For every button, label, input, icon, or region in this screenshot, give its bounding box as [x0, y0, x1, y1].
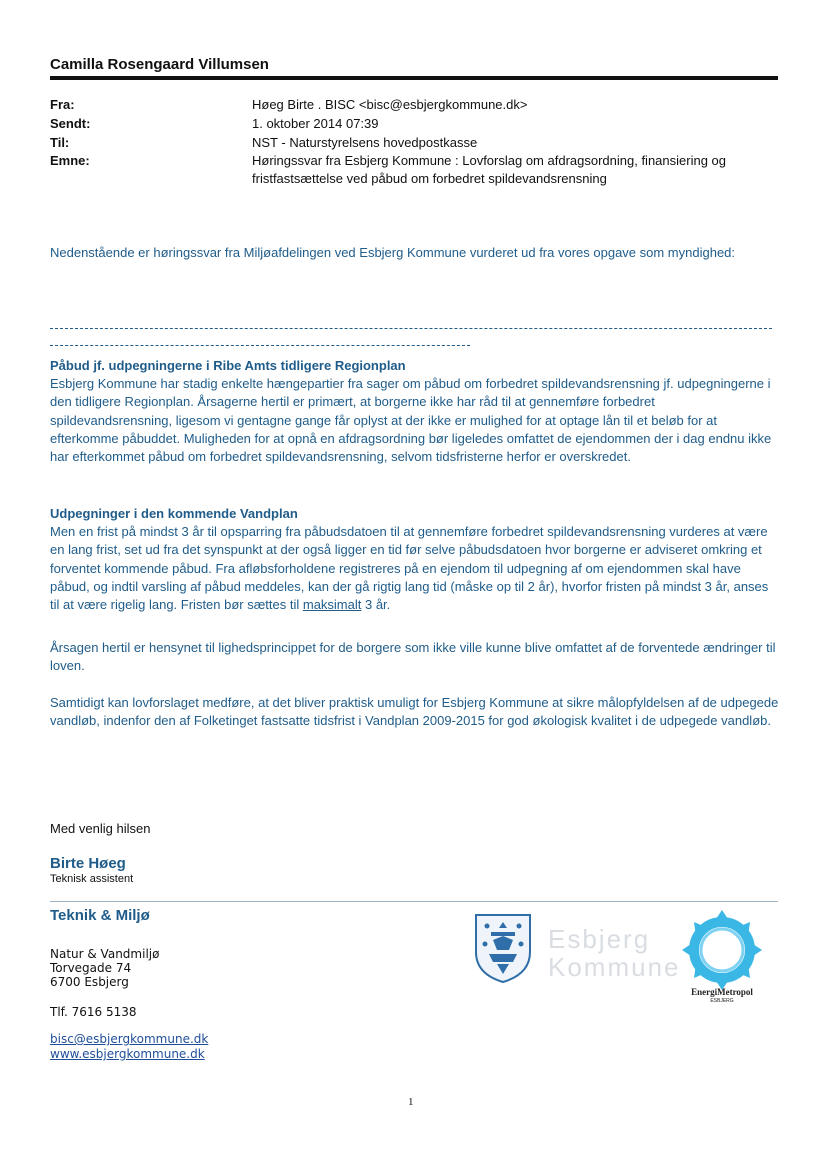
address-line: Natur & Vandmiljø — [50, 947, 160, 961]
section-title: Udpegninger i den kommende Vandplan — [50, 506, 298, 521]
to-value: NST - Naturstyrelsens hovedpostkasse — [252, 135, 478, 150]
header-rule — [50, 76, 778, 80]
address-line: 6700 Esbjerg — [50, 975, 129, 989]
department-name: Teknik & Miljø — [50, 907, 150, 924]
from-value: Høeg Birte . BISC <bisc@esbjergkommune.dk> — [252, 97, 528, 112]
subject-label: Emne: — [50, 153, 90, 168]
esbjerg-crest-icon — [473, 912, 533, 984]
energimetropol-logo-icon — [680, 908, 764, 992]
section-text-part: 3 år. — [361, 597, 391, 613]
energimetropol-subtitle: ESBJERG — [710, 998, 734, 1004]
website-link[interactable]: www.esbjergkommune.dk — [50, 1047, 205, 1061]
sent-value: 1. oktober 2014 07:39 — [252, 116, 379, 131]
address-line: Torvegade 74 — [50, 961, 132, 975]
paragraph-equality: Årsagen hertil er hensynet til lighedsprincippet for de borgere som ikke ville kunne blive omfattet af de forventede ændringer til loven. — [50, 640, 776, 674]
energimetropol-name: EnergiMetropol — [691, 987, 753, 997]
subject-value: Høringssvar fra Esbjerg Kommune : Lovforslag om afdragsordning, finansiering og fristfastsættelse ved påbud om forbedret spildevandsrensning — [252, 153, 727, 186]
intro-paragraph: Nedenstående er høringssvar fra Miljøafdelingen ved Esbjerg Kommune vurderet ud fra vores opgave som myndighed: — [50, 245, 736, 260]
section-title: Påbud jf. udpegningerne i Ribe Amts tidligere Regionplan — [50, 358, 406, 373]
page-number: 1 — [408, 1096, 414, 1108]
section-vandplan — [50, 505, 780, 614]
paragraph-consequence: Samtidigt kan lovforslaget medføre, at det bliver praktisk umuligt for Esbjerg Kommune at sikre målopfyldelsen af de udpegede vandløb, indenfor den af Folketinget fastsatte tidsfrist i Vandplan 2009-2015 for god økologisk kvalitet i de udpegede vandløb. — [50, 695, 779, 729]
email-link[interactable]: bisc@esbjergkommune.dk — [50, 1032, 209, 1046]
phone-number: Tlf. 7616 5138 — [50, 1005, 137, 1019]
to-label: Til: — [50, 135, 70, 150]
address-block — [50, 947, 159, 989]
esbjerg-kommune-logo — [548, 925, 681, 981]
section-text-part: Men en frist på mindst 3 år til opsparring fra påbudsdatoen til at gennemføre forbedret spildevandsrensning vurderes at være en lang frist, set ud fra det synspunkt at der også ligger en tid før selve påbudsdatoen hvor borgerne er adviseret omkring et forventet kommende påbud. Fra afløbsforholdene registreres på en ejendom til udpegning af om ejendommen skal have påbud, og indtil varsling af påbud meddeles, kan der gå rigtig lang tid (måske op til 2 år), hvorfor fristen på mindst 3 år, anses til at være rigelig lang. Fristen bør sættes til — [50, 524, 769, 613]
logo-text: Kommune — [548, 952, 681, 982]
separator-line — [50, 328, 772, 329]
section-text — [50, 523, 780, 614]
sender-name: Camilla Rosengaard Villumsen — [50, 56, 269, 73]
greeting: Med venlig hilsen — [50, 821, 151, 836]
signature-title: Teknisk assistent — [50, 873, 134, 885]
signature-rule — [50, 901, 778, 902]
sent-label: Sendt: — [50, 116, 91, 131]
separator-line — [50, 345, 470, 346]
from-label: Fra: — [50, 97, 75, 112]
section-text: Esbjerg Kommune har stadig enkelte hængepartier fra sager om påbud om forbedret spildevandsrensning jf. udpegningerne i den tidligere Regionplan. Årsagerne hertil er primært, at borgerne ikke har råd til at gennemføre forbedret spildevandsrensning, ligesom vi gentagne gange får oplyst at der ikke er mulighed for at optage lån til et beløb for at efterkomme påbuddet. Muligheden for at opnå en afdragsordning bør ligeledes omfattet de ejendommen der i dag endnu ikke har efterkommet påbud om forbedret spildevandsrensning, selvom tidsfristerne herfor er overskredet. — [50, 376, 772, 465]
logo-text: Esbjerg — [548, 924, 651, 954]
section-pabud — [50, 357, 780, 466]
signature-name: Birte Høeg — [50, 855, 126, 872]
emphasis-text: maksimalt — [302, 597, 362, 613]
